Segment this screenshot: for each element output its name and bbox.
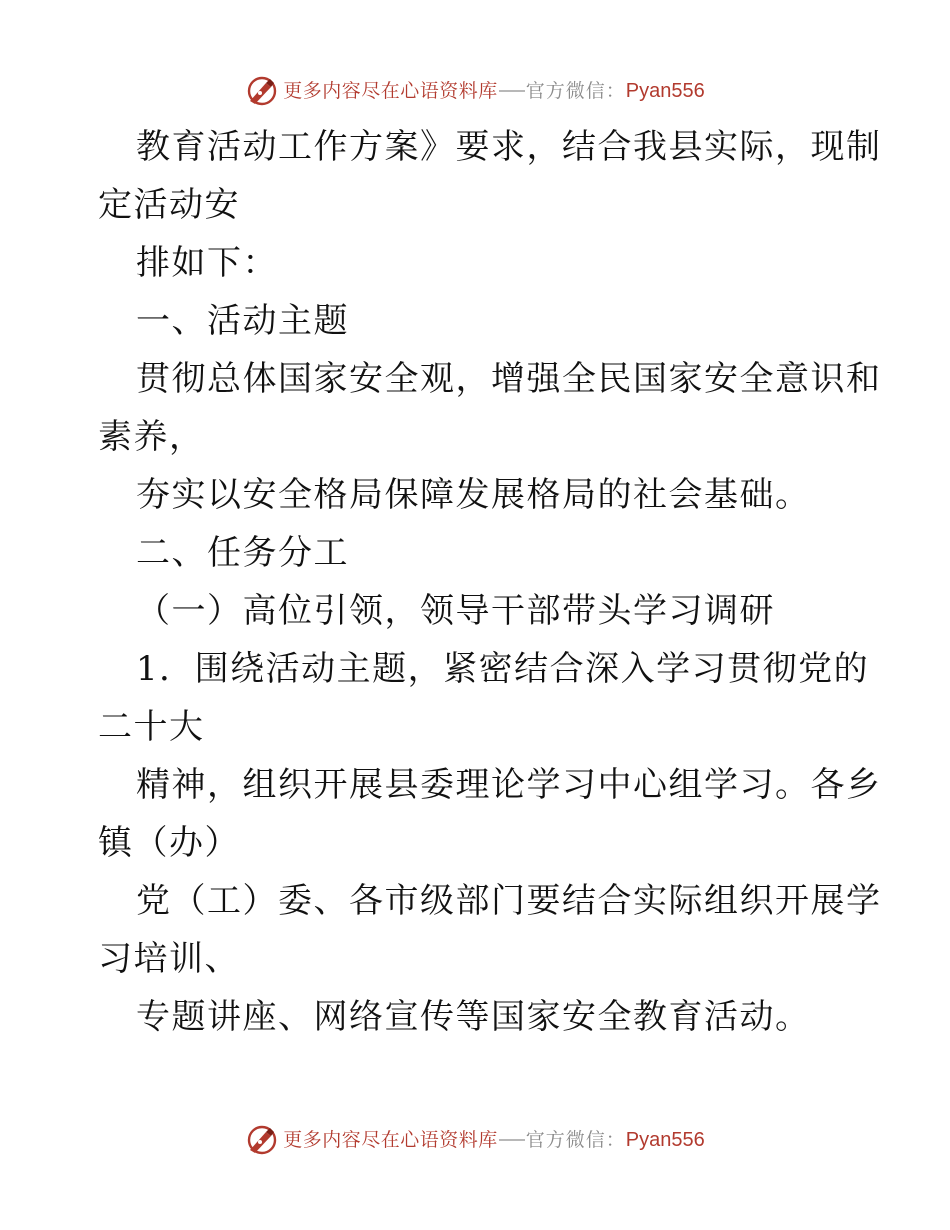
watermark-account: Pyan556	[625, 1129, 705, 1151]
text-line: 党（工）委、各市级部门要结合实际组织开展学	[136, 881, 882, 921]
watermark-red-text: 更多内容尽在心语资料库	[283, 79, 498, 102]
watermark-grey-text: 官方微信：	[525, 1128, 626, 1151]
document-body	[98, 118, 882, 1046]
text-line: 二十大	[98, 707, 205, 747]
text-line: 夯实以安全格局保障发展格局的社会基础。	[136, 475, 811, 515]
text-line: 1．围绕活动主题，紧密结合深入学习贯彻党的	[136, 649, 870, 689]
text-line: 专题讲座、网络宣传等国家安全教育活动。	[136, 997, 811, 1037]
watermark-dash	[499, 1139, 525, 1141]
pen-nib-logo-icon	[245, 1123, 279, 1157]
watermark-grey-text: 官方微信：	[525, 79, 626, 102]
text-line: 镇（办）	[98, 823, 240, 863]
section-heading: 二、任务分工	[136, 533, 349, 573]
text-line: 教育活动工作方案》要求，结合我县实际，现制	[136, 127, 882, 167]
text-line: 习培训、	[98, 939, 240, 979]
text-line: 定活动安	[98, 185, 240, 225]
footer-watermark	[0, 1120, 950, 1160]
text-line: 精神，组织开展县委理论学习中心组学习。各乡	[136, 765, 882, 805]
header-watermark	[0, 71, 950, 111]
section-heading: 一、活动主题	[136, 301, 349, 341]
watermark-account: Pyan556	[625, 80, 705, 102]
text-line: 排如下：	[136, 243, 278, 283]
pen-nib-logo-icon	[245, 74, 279, 108]
text-line: 贯彻总体国家安全观，增强全民国家安全意识和	[136, 359, 882, 399]
watermark-dash	[499, 90, 525, 92]
text-line: 素养，	[98, 417, 205, 457]
subsection-heading: （一）高位引领，领导干部带头学习调研	[136, 591, 775, 631]
watermark-red-text: 更多内容尽在心语资料库	[283, 1128, 498, 1151]
